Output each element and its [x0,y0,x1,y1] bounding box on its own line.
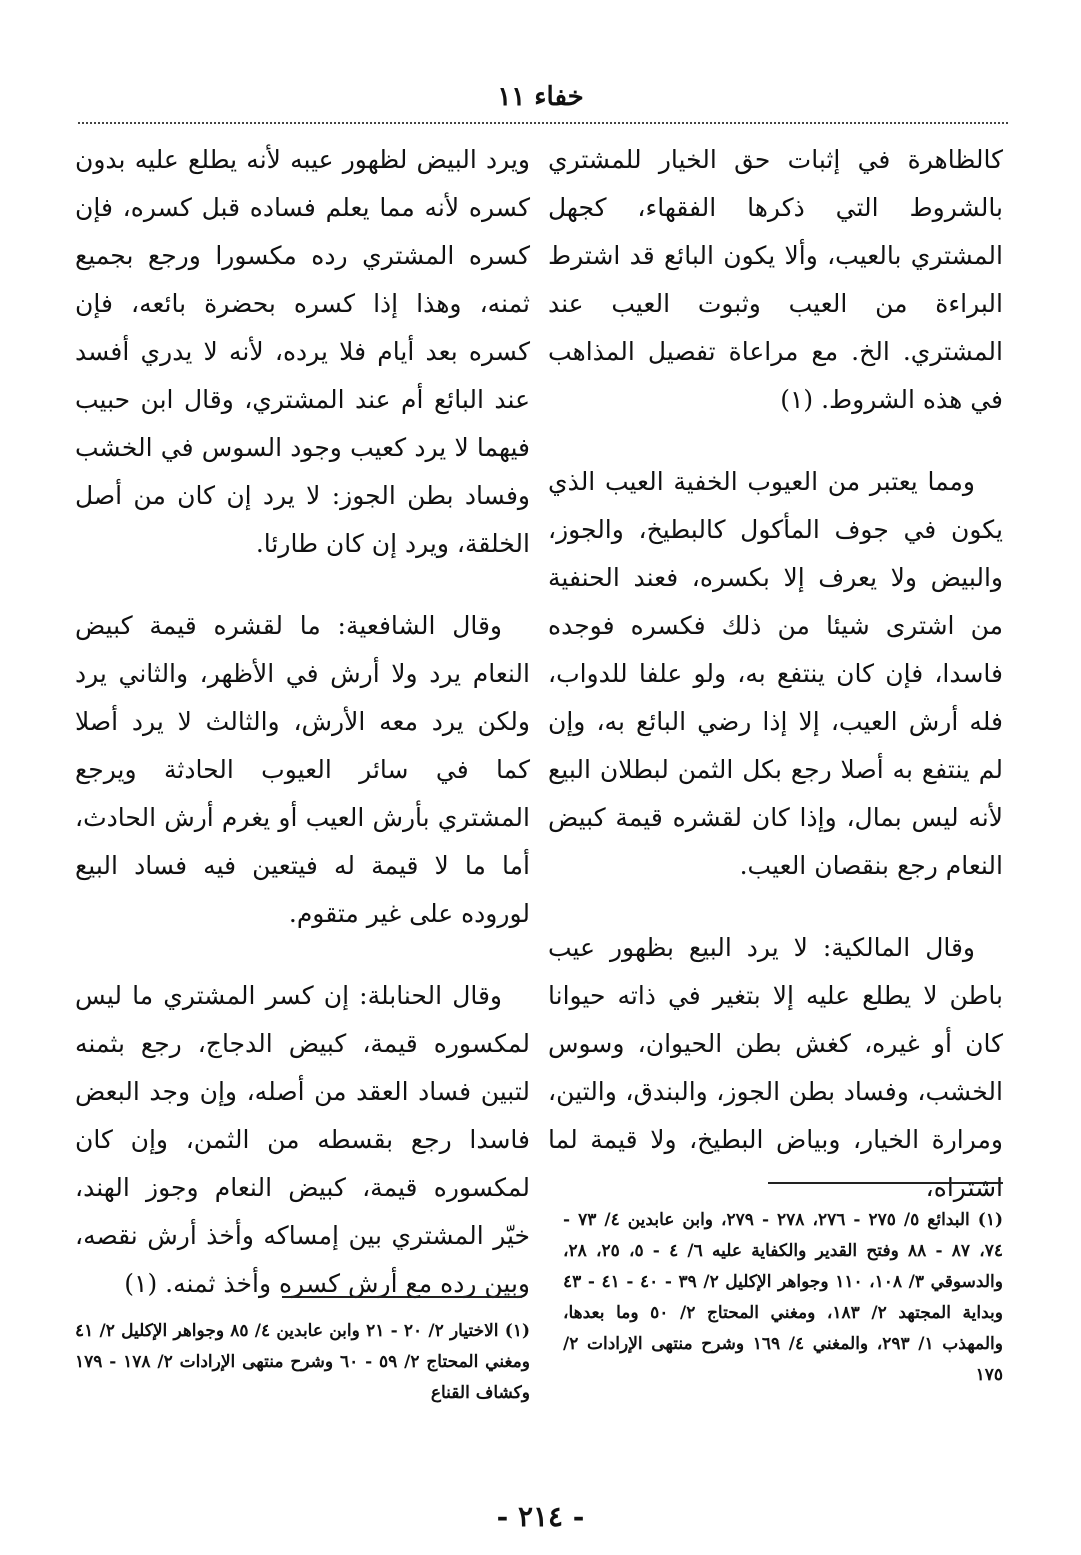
left-column [75,136,530,1342]
footnote-divider-left [282,1296,522,1298]
paragraph: وقال المالكية: لا يرد البيع بظهور عيب باطن لا يطلع عليه إلا بتغير في ذاته حيوانا كان أو غيره، كغش بطن الحيوان، وسوس الخشب، وفساد بطن الجوز، والبندق، والتين، ومرارة الخيار، وبياض البطيخ، ولا قيمة لما اشتراه، [548,933,1003,1202]
right-column [548,136,1003,1246]
paragraph: كالظاهرة في إثبات حق الخيار للمشتري بالشروط التي ذكرها الفقهاء، كجهل المشتري بالعيب، وألا يكون البائع قد اشترط البراءة من العيب وثبوت العيب عند المشتري. الخ. مع مراعاة تفصيل المذاهب في هذه الشروط. (١) [548,145,1003,414]
paragraph: ويرد البيض لظهور عيبه لأنه يطلع عليه بدون كسره لأنه مما يعلم فساده قبل كسره، فإن كسره المشتري رده مكسورا ورجع بجميع ثمنه، وهذا إذا كسره بحضرة بائعه، فإن كسره بعد أيام فلا يرده، لأنه لا يدري أفسد عند البائع أم عند المشتري، وقال ابن حبيب فيهما لا يرد كعيب وجود السوس في الخشب وفساد بطن الجوز: لا يرد إن كان من أصل الخلقة، ويرد إن كان طارئا. [75,145,530,558]
footnote-left: (١) الاختيار ٢/ ٢٠ - ٢١ وابن عابدين ٤/ ٨٥ وجواهر الإكليل ٢/ ٤١ ومغني المحتاج ٢/ ٥٩ - ٦٠ وشرح منتهى الإرادات ٢/ ١٧٨ - ١٧٩ وكشاف القناع [75,1321,530,1403]
page-header-title: خفاء ١١ [497,82,584,112]
paragraph: ومما يعتبر من العيوب الخفية العيب الذي يكون في جوف المأكول كالبطيخ، والجوز، والبيض ولا يعرف إلا بكسره، فعند الحنفية من اشترى شيئا من ذلك فكسره فوجده فاسدا، فإن كان ينتفع به، ولو علفا للدواب، فله أرش العيب، إلا إذا رضي البائع به، وإن لم ينتفع به أصلا رجع بكل الثمن لبطلان البيع لأنه ليس بمال، وإذا كان لقشره قيمة كبيض النعام رجع بنقصان العيب. [548,467,1003,880]
footnote-right: (١) البدائع ٥/ ٢٧٥ - ٢٧٦، ٢٧٨ - ٢٧٩، وابن عابدين ٤/ ٧٣ - ٧٤، ٨٧ - ٨٨ وفتح القدير والكفاية عليه ٦/ ٤ - ٥، ٢٥، ٢٨، والدسوقي ٣/ ١٠٨، ١١٠ وجواهر الإكليل ٢/ ٣٩ - ٤٠ - ٤١ - ٤٣ وبداية المجتهد ٢/ ١٨٣، ومغني المحتاج ٢/ ٥٠ وما بعدها، والمهذب ١/ ٢٩٣، والمغني ٤/ ١٦٩ وشرح منتهى الإرادات ٢/ ١٧٥ [563,1210,1003,1385]
page-number: - ٢١٤ - [496,1500,585,1533]
paragraph: وقال الحنابلة: إن كسر المشتري ما ليس لمكسوره قيمة، كبيض الدجاج، رجع بثمنه لتبين فساد العقد من أصله، وإن وجد البعض فاسدا رجع بقسطه من الثمن، وإن كان لمكسوره قيمة، كبيض النعام وجوز الهند، خيّر المشتري بين إمساكه وأخذ أرش نقصه، وبين رده مع أرش كسره وأخذ ثمنه. (١) [75,981,530,1298]
footnote-divider-right [768,1182,1003,1184]
paragraph: وقال الشافعية: ما لقشره قيمة كبيض النعام يرد ولا أرش في الأظهر، والثاني يرد ولكن يرد معه الأرش، والثالث لا يرد أصلا كما في سائر العيوب الحادثة ويرجع المشتري بأرش العيب أو يغرم أرش الحادث، أما ما لا قيمة له فيتعين فيه فساد البيع لوروده على غير متقوم. [75,611,530,928]
header-divider [78,122,1008,124]
